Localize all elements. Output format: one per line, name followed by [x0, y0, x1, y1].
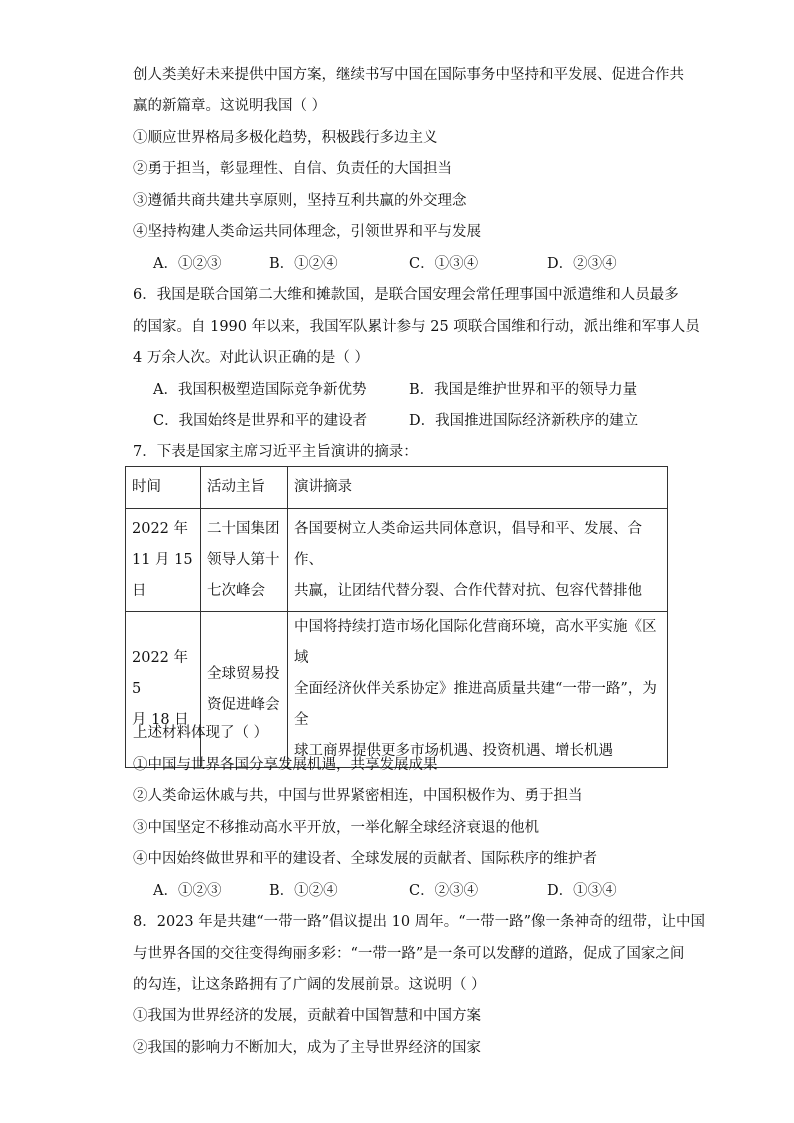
q8-statement-2: ②我国的影响力不断加大，成为了主导世界经济的国家 — [133, 1040, 481, 1056]
row2-event-cell — [201, 612, 288, 768]
row1-speech-line: 共赢，让团结代替分裂、合作代替对抗、包容代替排他 — [294, 582, 642, 599]
q5-stem-line-1: 创人类美好未来提供中国方案，继续书写中国在国际事务中坚持和平发展、促进合作共 — [133, 67, 684, 83]
row1-time-line: 11 月 15 — [132, 551, 193, 568]
q6-options-row-2 — [153, 411, 638, 431]
row2-time-cell — [126, 612, 201, 768]
row2-event-line: 全球贸易投 — [207, 665, 280, 682]
q8-statement-1: ①我国为世界经济的发展，贡献着中国智慧和中国方案 — [133, 1008, 481, 1024]
q8-stem-line-1: 8．2023 年是共建“一带一路”倡议提出 10 周年。“一带一路”像一条神奇的纽带，让中国 — [133, 914, 706, 930]
row1-event-cell — [201, 509, 288, 612]
q7-option-a[interactable]: A．①②③ — [153, 883, 222, 899]
header-event: 活动主旨 — [201, 467, 288, 509]
row1-event-line: 二十国集团 — [207, 520, 280, 537]
q7-option-b[interactable]: B．①②④ — [269, 883, 338, 899]
row2-time-line: 月 18 日 — [132, 712, 189, 728]
q5-option-c[interactable]: C．①③④ — [409, 256, 479, 272]
q5-stem-line-2: 赢的新篇章。这说明我国（ ） — [133, 98, 327, 114]
q8-stem-line-2: 与世界各国的交往变得绚丽多彩：“一带一路”是一条可以发酵的道路，促成了国家之间 — [133, 946, 685, 962]
q7-options — [153, 881, 617, 901]
q5-statement-4: ④坚持构建人类命运共同体理念，引领世界和平与发展 — [133, 224, 481, 240]
row1-speech-line: 各国要树立人类命运共同体意识，倡导和平、发展、合作、 — [294, 520, 642, 568]
q7-intro: 7．下表是国家主席习近平主旨演讲的摘录： — [133, 444, 418, 460]
header-speech: 演讲摘录 — [288, 467, 668, 509]
row1-time-line: 日 — [132, 582, 147, 599]
q5-statement-2: ②勇于担当，彰显理性、自信、负责任的大国担当 — [133, 161, 452, 177]
row1-time-line: 2022 年 — [132, 520, 189, 537]
q6-options-row-1 — [153, 380, 637, 400]
row2-time-line: 2022 年 5 — [132, 650, 189, 697]
q6-stem-line-3: 4 万余人次。对此认识正确的是（ ） — [133, 350, 369, 366]
row2-speech-line: 球工商界提供更多市场机遇、投资机遇、增长机遇 — [294, 743, 613, 759]
q7-statement-1: ①中国与世界各国分享发展机遇，共享发展成果 — [133, 757, 438, 773]
q5-options — [153, 254, 617, 274]
row2-speech-line: 中国将持续打造市场化国际化营商环境，高水平实施《区域 — [294, 619, 657, 666]
row2-speech-cell — [288, 612, 668, 768]
q5-statement-3: ③遵循共商共建共享原则，坚持互利共赢的外交理念 — [133, 193, 467, 209]
q7-option-d[interactable]: D．①③④ — [547, 883, 617, 899]
header-time: 时间 — [126, 467, 201, 509]
row1-event-line: 领导人第十 — [207, 551, 280, 568]
q7-option-c[interactable]: C．②③④ — [409, 883, 479, 899]
q6-stem-line-2: 的国家。自 1990 年以来，我国军队累计参与 25 项联合国维和行动，派出维和军事人员 — [133, 319, 700, 335]
table-row — [126, 612, 668, 768]
q7-stem: 上述材料体现了（ ） — [133, 725, 269, 741]
q6-option-a[interactable]: A．我国积极塑造国际竞争新优势 — [153, 382, 367, 398]
q6-option-b[interactable]: B．我国是维护世界和平的领导力量 — [409, 382, 638, 398]
q8-stem-line-3: 的勾连，让这条路拥有了广阔的发展前景。这说明（ ） — [133, 977, 486, 993]
table-header-row — [126, 467, 668, 509]
q5-option-a[interactable]: A．①②③ — [153, 256, 222, 272]
row1-event-line: 七次峰会 — [207, 582, 265, 599]
q7-statement-3: ③中国坚定不移推动高水平开放，一举化解全球经济衰退的他机 — [133, 820, 539, 836]
q6-stem-line-1: 6．我国是联合国第二大维和摊款国，是联合国安理会常任理事国中派遣维和人员最多 — [133, 287, 679, 303]
q5-option-b[interactable]: B．①②④ — [269, 256, 338, 272]
table-row — [126, 509, 668, 612]
row2-speech-line: 全面经济伙伴关系协定》推进高质量共建“一带一路”，为全 — [294, 681, 657, 728]
q6-option-c[interactable]: C．我国始终是世界和平的建设者 — [153, 413, 368, 429]
q7-statement-2: ②人类命运休戚与共，中国与世界紧密相连，中国积极作为、勇于担当 — [133, 788, 583, 804]
row2-event-line: 资促进峰会 — [207, 696, 280, 713]
row1-time-cell — [126, 509, 201, 612]
q5-statement-1: ①顺应世界格局多极化趋势，积极践行多边主义 — [133, 130, 438, 146]
row1-speech-cell — [288, 509, 668, 612]
q7-statement-4: ④中因始终做世界和平的建设者、全球发展的贡献者、国际秩序的维护者 — [133, 851, 597, 867]
q6-option-d[interactable]: D．我国推进国际经济新秩序的建立 — [409, 413, 639, 429]
q5-option-d[interactable]: D．②③④ — [547, 256, 617, 272]
